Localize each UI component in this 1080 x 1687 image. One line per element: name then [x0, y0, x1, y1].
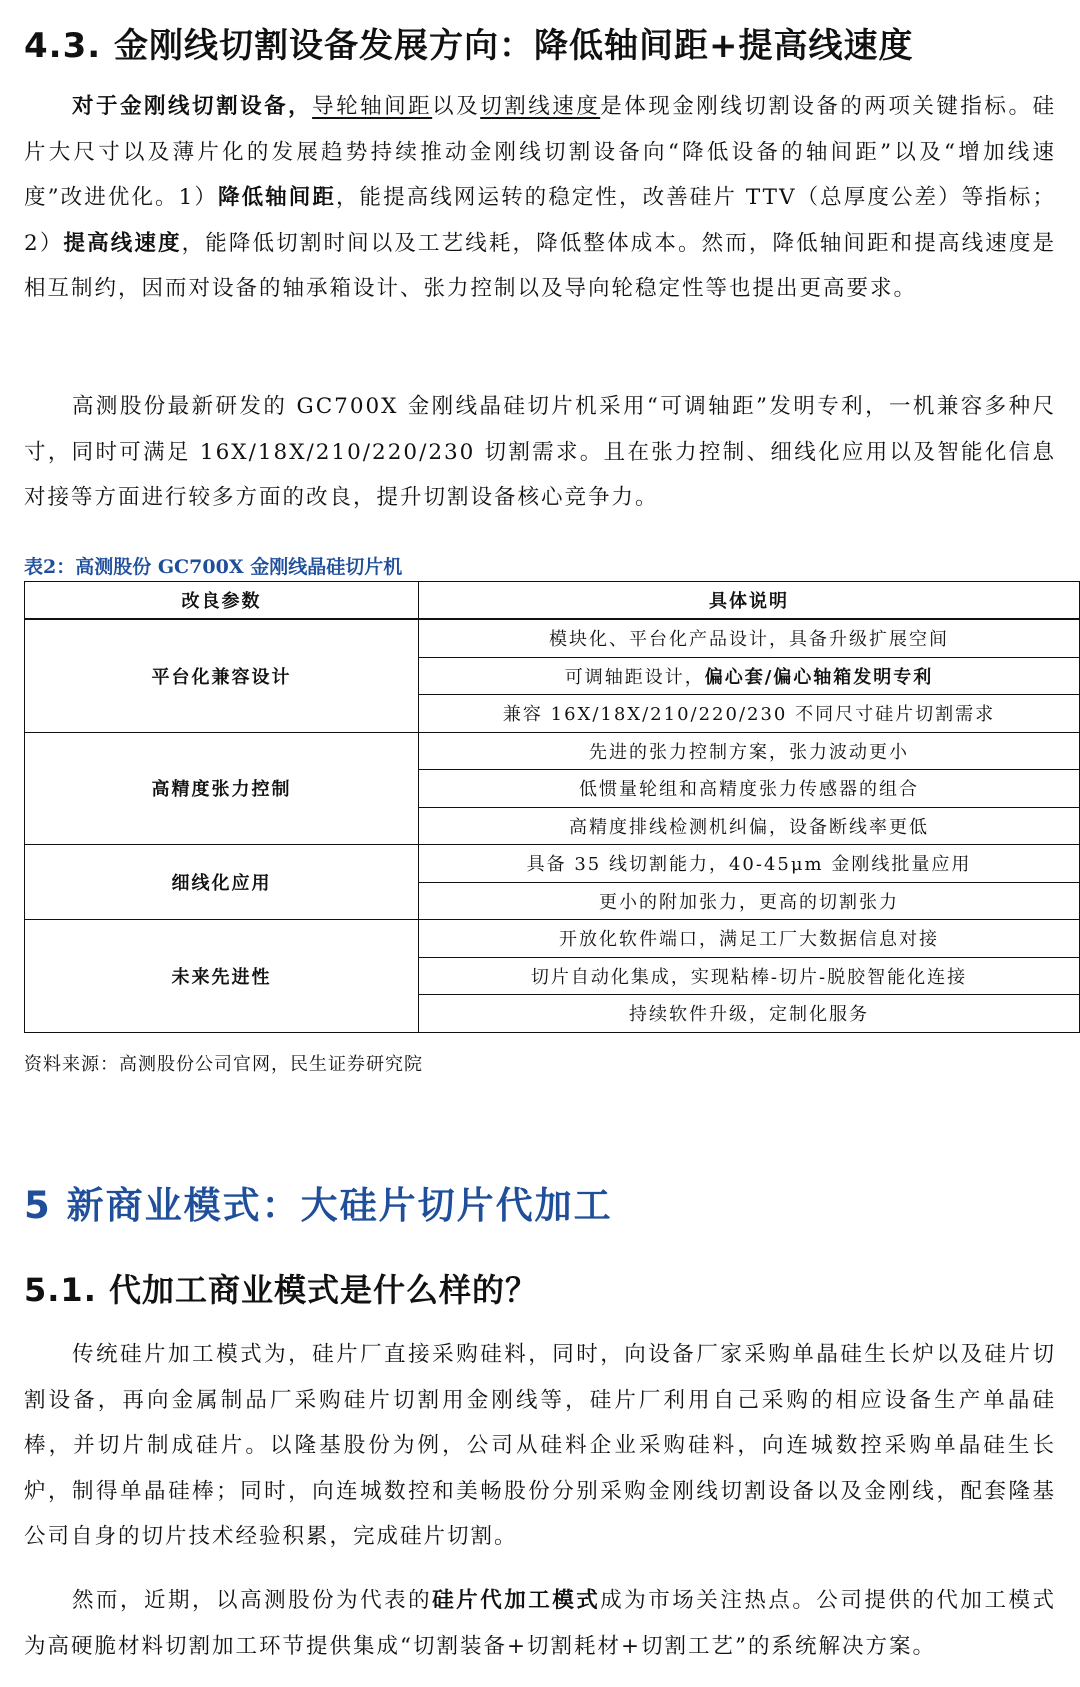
- text-run: 成为市场关注热点。公司提供的代加工模式为高硬脆材料切割加工环节提供集成“切割装备+切割耗材+切割工艺”的系统解决方案。: [24, 1588, 1056, 1659]
- text-run: ，能提高线网运转的稳定性，改善硅片 TTV（总厚度公差）等指标；2）: [24, 185, 1056, 256]
- table-cell: 切片自动化集成，实现粘棒-切片-脱胶智能化连接: [419, 957, 1080, 995]
- table-cell: [419, 657, 1080, 695]
- paragraph-traditional-model: 传统硅片加工模式为，硅片厂直接采购硅料，同时，向设备厂家采购单晶硅生长炉以及硅片切割设备，再向金属制品厂采购硅片切割用金刚线等，硅片厂利用自己采购的相应设备生产单晶硅棒，并切片制成硅片。以隆基股份为例，公司从硅料企业采购硅料，向连城数控采购单晶硅生长炉，制得单晶硅棒；同时，向连城数控和美畅股份分别采购金刚线切割设备以及金刚线，配套隆基公司自身的切片技术经验积累，完成硅片切割。: [24, 1342, 1056, 1549]
- table-header: 具体说明: [419, 582, 1080, 620]
- paragraph-4-3-intro: [24, 84, 1056, 312]
- table-category: 未来先进性: [25, 920, 419, 1033]
- table-cell: 具备 35 线切割能力，40-45μm 金刚线批量应用: [419, 845, 1080, 883]
- section-heading-5: 5 新商业模式：大硅片切片代加工: [24, 1184, 613, 1227]
- table-cell: 模块化、平台化产品设计，具备升级扩展空间: [419, 619, 1080, 657]
- table-cell: 持续软件升级，定制化服务: [419, 995, 1080, 1033]
- bold-text: 硅片代加工模式: [432, 1588, 601, 1613]
- cell-bold-text: 偏心套/偏心轴箱发明专利: [704, 666, 934, 688]
- underlined-term: 切割线速度: [480, 94, 601, 119]
- bold-text: 对于金刚线切割设备，: [72, 94, 313, 119]
- table-row: [25, 845, 1080, 883]
- text-run: 然而，近期，以高测股份为代表的: [72, 1588, 433, 1613]
- table-category: 细线化应用: [25, 845, 419, 920]
- bold-text: 提高线速度: [63, 230, 182, 256]
- text-run: 是体现金刚线切割设备的两项关键指标。硅片大尺寸以及薄片化的发展趋势持续推动金刚线切割设备向“降低设备的轴间距”以及“增加线速度”改进优化。1）: [24, 94, 1056, 210]
- table-cell: 先进的张力控制方案，张力波动更小: [419, 732, 1080, 770]
- bold-text: 降低轴间距: [217, 185, 336, 210]
- table-cell: 低惯量轮组和高精度张力传感器的组合: [419, 770, 1080, 808]
- table-header-row: [25, 582, 1080, 620]
- table-row: [25, 619, 1080, 657]
- table-row: [25, 920, 1080, 958]
- table-header: 改良参数: [25, 582, 419, 620]
- table-caption: 表2：高测股份 GC700X 金刚线晶硅切片机: [24, 556, 403, 578]
- text-run: ，能降低切割时间以及工艺线耗，降低整体成本。然而，降低轴间距和提高线速度是相互制约，因而对设备的轴承箱设计、张力控制以及导向轮稳定性等也提出更高要求。: [24, 230, 1056, 301]
- table-cell: 兼容 16X/18X/210/220/230 不同尺寸硅片切割需求: [419, 695, 1080, 733]
- cell-text: 可调轴距设计，: [564, 666, 705, 688]
- table-cell: 更小的附加张力，更高的切割张力: [419, 882, 1080, 920]
- underlined-term: 导轮轴间距: [312, 94, 433, 119]
- table-source: 资料来源：高测股份公司官网，民生证券研究院: [24, 1054, 423, 1075]
- table-category: 高精度张力控制: [25, 732, 419, 845]
- table-row: [25, 732, 1080, 770]
- section-heading-4-3: 4.3. 金刚线切割设备发展方向：降低轴间距+提高线速度: [24, 26, 914, 66]
- section-heading-5-1: 5.1. 代加工商业模式是什么样的？: [24, 1271, 538, 1309]
- paragraph-gc700x: 高测股份最新研发的 GC700X 金刚线晶硅切片机采用“可调轴距”发明专利，一机兼容多种尺寸，同时可满足 16X/18X/210/220/230 切割需求。且在张力控制、细线化应用以及智能化信息对接等方面进行较多方面的改良，提升切割设备核心竞争力。: [24, 394, 1056, 510]
- text-run: 以及: [432, 94, 481, 119]
- table-cell: 高精度排线检测机纠偏，设备断线率更低: [419, 807, 1080, 845]
- paragraph-oem-model: [24, 1578, 1056, 1669]
- table-cell: 开放化软件端口，满足工厂大数据信息对接: [419, 920, 1080, 958]
- gc700x-table: [24, 581, 1080, 1033]
- table-category: 平台化兼容设计: [25, 619, 419, 732]
